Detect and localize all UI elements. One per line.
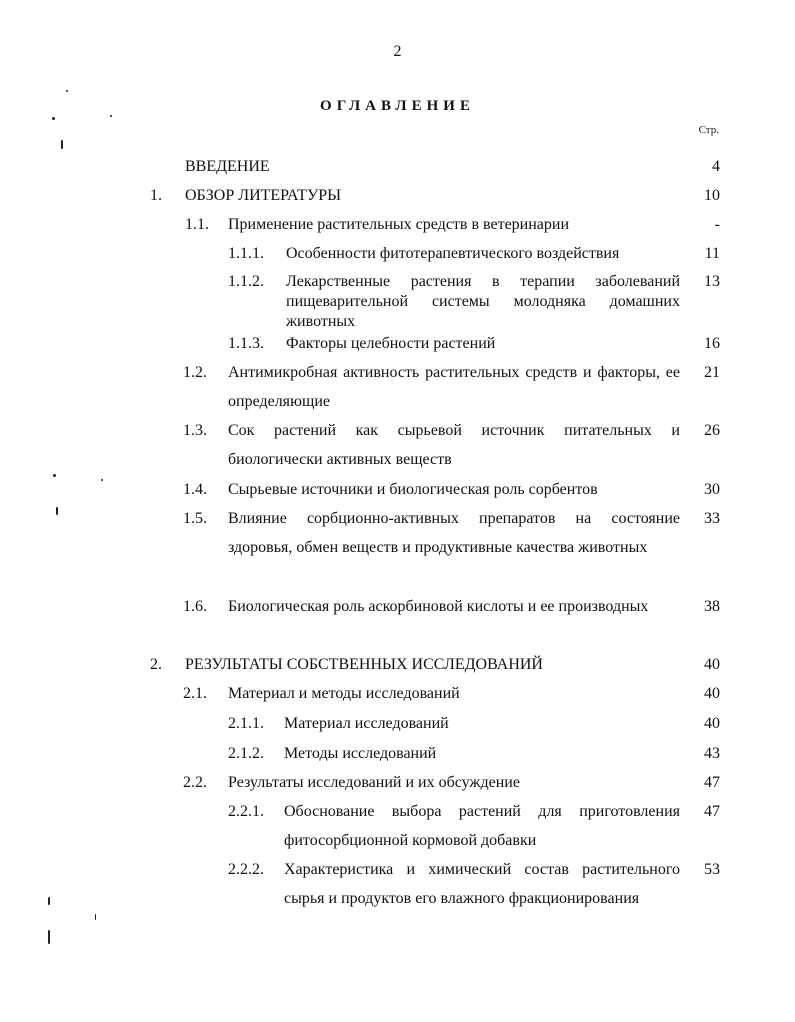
toc-entry-number: 1.5. [183,510,207,527]
toc-entry-number: 2.2. [183,774,207,791]
scan-speck [66,90,68,92]
toc-entry-page: 13 [704,273,720,290]
toc-entry-text: Факторы целебности растений [286,335,496,352]
toc-entry-text: Методы исследований [284,745,437,762]
toc-entry-page: 38 [704,598,720,615]
toc-entry-text: Особенности фитотерапевтического воздействия [286,245,620,262]
page-column-label: Стр. [698,124,719,136]
scan-speck [95,914,96,920]
toc-entry-page: 16 [704,335,720,352]
scan-speck [101,479,103,481]
toc-entry-page: 11 [704,245,720,262]
toc-entry-text: ОБЗОР ЛИТЕРАТУРЫ [185,187,342,204]
toc-entry-page: 47 [704,803,720,820]
scan-speck [48,930,50,944]
scan-speck [53,474,56,477]
toc-entry-page: 4 [712,158,720,175]
toc-entry-number: 2.2.2. [228,861,264,878]
toc-entry-page: - [714,216,720,233]
scan-speck [110,115,112,117]
toc-entry-text: Лекарственные растения в терапии заболеваний пищеварительной системы молодняка домашних животных [286,273,680,330]
toc-entry-page: 47 [704,774,720,791]
toc-entry-page: 21 [704,364,720,381]
toc-entry-number: 1.1.2. [228,273,264,290]
toc-entry-number: 2.1.2. [228,745,264,762]
toc-entry-page: 53 [704,861,720,878]
page-number: 2 [393,43,402,60]
toc-entry-text: ВВЕДЕНИЕ [185,158,270,175]
toc-entry-number: 2. [150,656,162,673]
toc-entry-page: 40 [704,715,720,732]
toc-entry-page: 10 [704,187,720,204]
toc-entry-text: Результаты исследований и их обсуждение [228,774,520,791]
toc-entry-number: 1.4. [183,481,207,498]
toc-entry-page: 26 [704,422,720,439]
toc-entry-number: 1.1.1. [228,245,264,262]
toc-entry-number: 1.6. [183,598,207,615]
toc-entry-text: Применение растительных средств в ветеринарии [228,216,570,233]
toc-entry-text: Материал исследований [284,715,449,732]
scan-speck [48,897,50,905]
toc-entry-number: 1.3. [183,422,207,439]
scan-speck [61,140,63,149]
toc-entry-text: Влияние сорбционно-активных препаратов на состояние здоровья, обмен веществ и продуктивные качества животных [228,510,680,556]
toc-entry-text: Биологическая роль аскорбиновой кислоты и ее производных [228,598,649,615]
toc-entry-number: 1. [150,187,162,204]
toc-entry-text: Сырьевые источники и биологическая роль сорбентов [228,481,598,498]
toc-entry-page: 30 [704,481,720,498]
scan-speck [52,117,55,120]
toc-entry-text: Сок растений как сырьевой источник питательных и биологически активных веществ [228,422,680,468]
toc-entry-page: 40 [704,656,720,673]
toc-entry-number: 2.1.1. [228,715,264,732]
toc-entry-number: 2.1. [183,685,207,702]
scan-speck [56,507,58,515]
toc-entry-text: РЕЗУЛЬТАТЫ СОБСТВЕННЫХ ИССЛЕДОВАНИЙ [185,656,543,673]
toc-entry-number: 2.2.1. [228,803,264,820]
toc-entry-text: Обоснование выбора растений для приготовления фитосорбционной кормовой добавки [284,803,680,849]
toc-entry-number: 1.1. [185,216,209,233]
page-title: ОГЛАВЛЕНИЕ [320,98,475,114]
toc-entry-text: Характеристика и химический состав растительного сырья и продуктов его влажного фракционирования [284,861,680,907]
toc-entry-text: Антимикробная активность растительных средств и факторы, ее определяющие [228,364,680,410]
toc-entry-page: 40 [704,685,720,702]
toc-entry-page: 33 [704,510,720,527]
toc-entry-number: 1.2. [183,364,207,381]
toc-entry-text: Материал и методы исследований [228,685,460,702]
toc-entry-number: 1.1.3. [228,335,264,352]
toc-entry-page: 43 [704,745,720,762]
